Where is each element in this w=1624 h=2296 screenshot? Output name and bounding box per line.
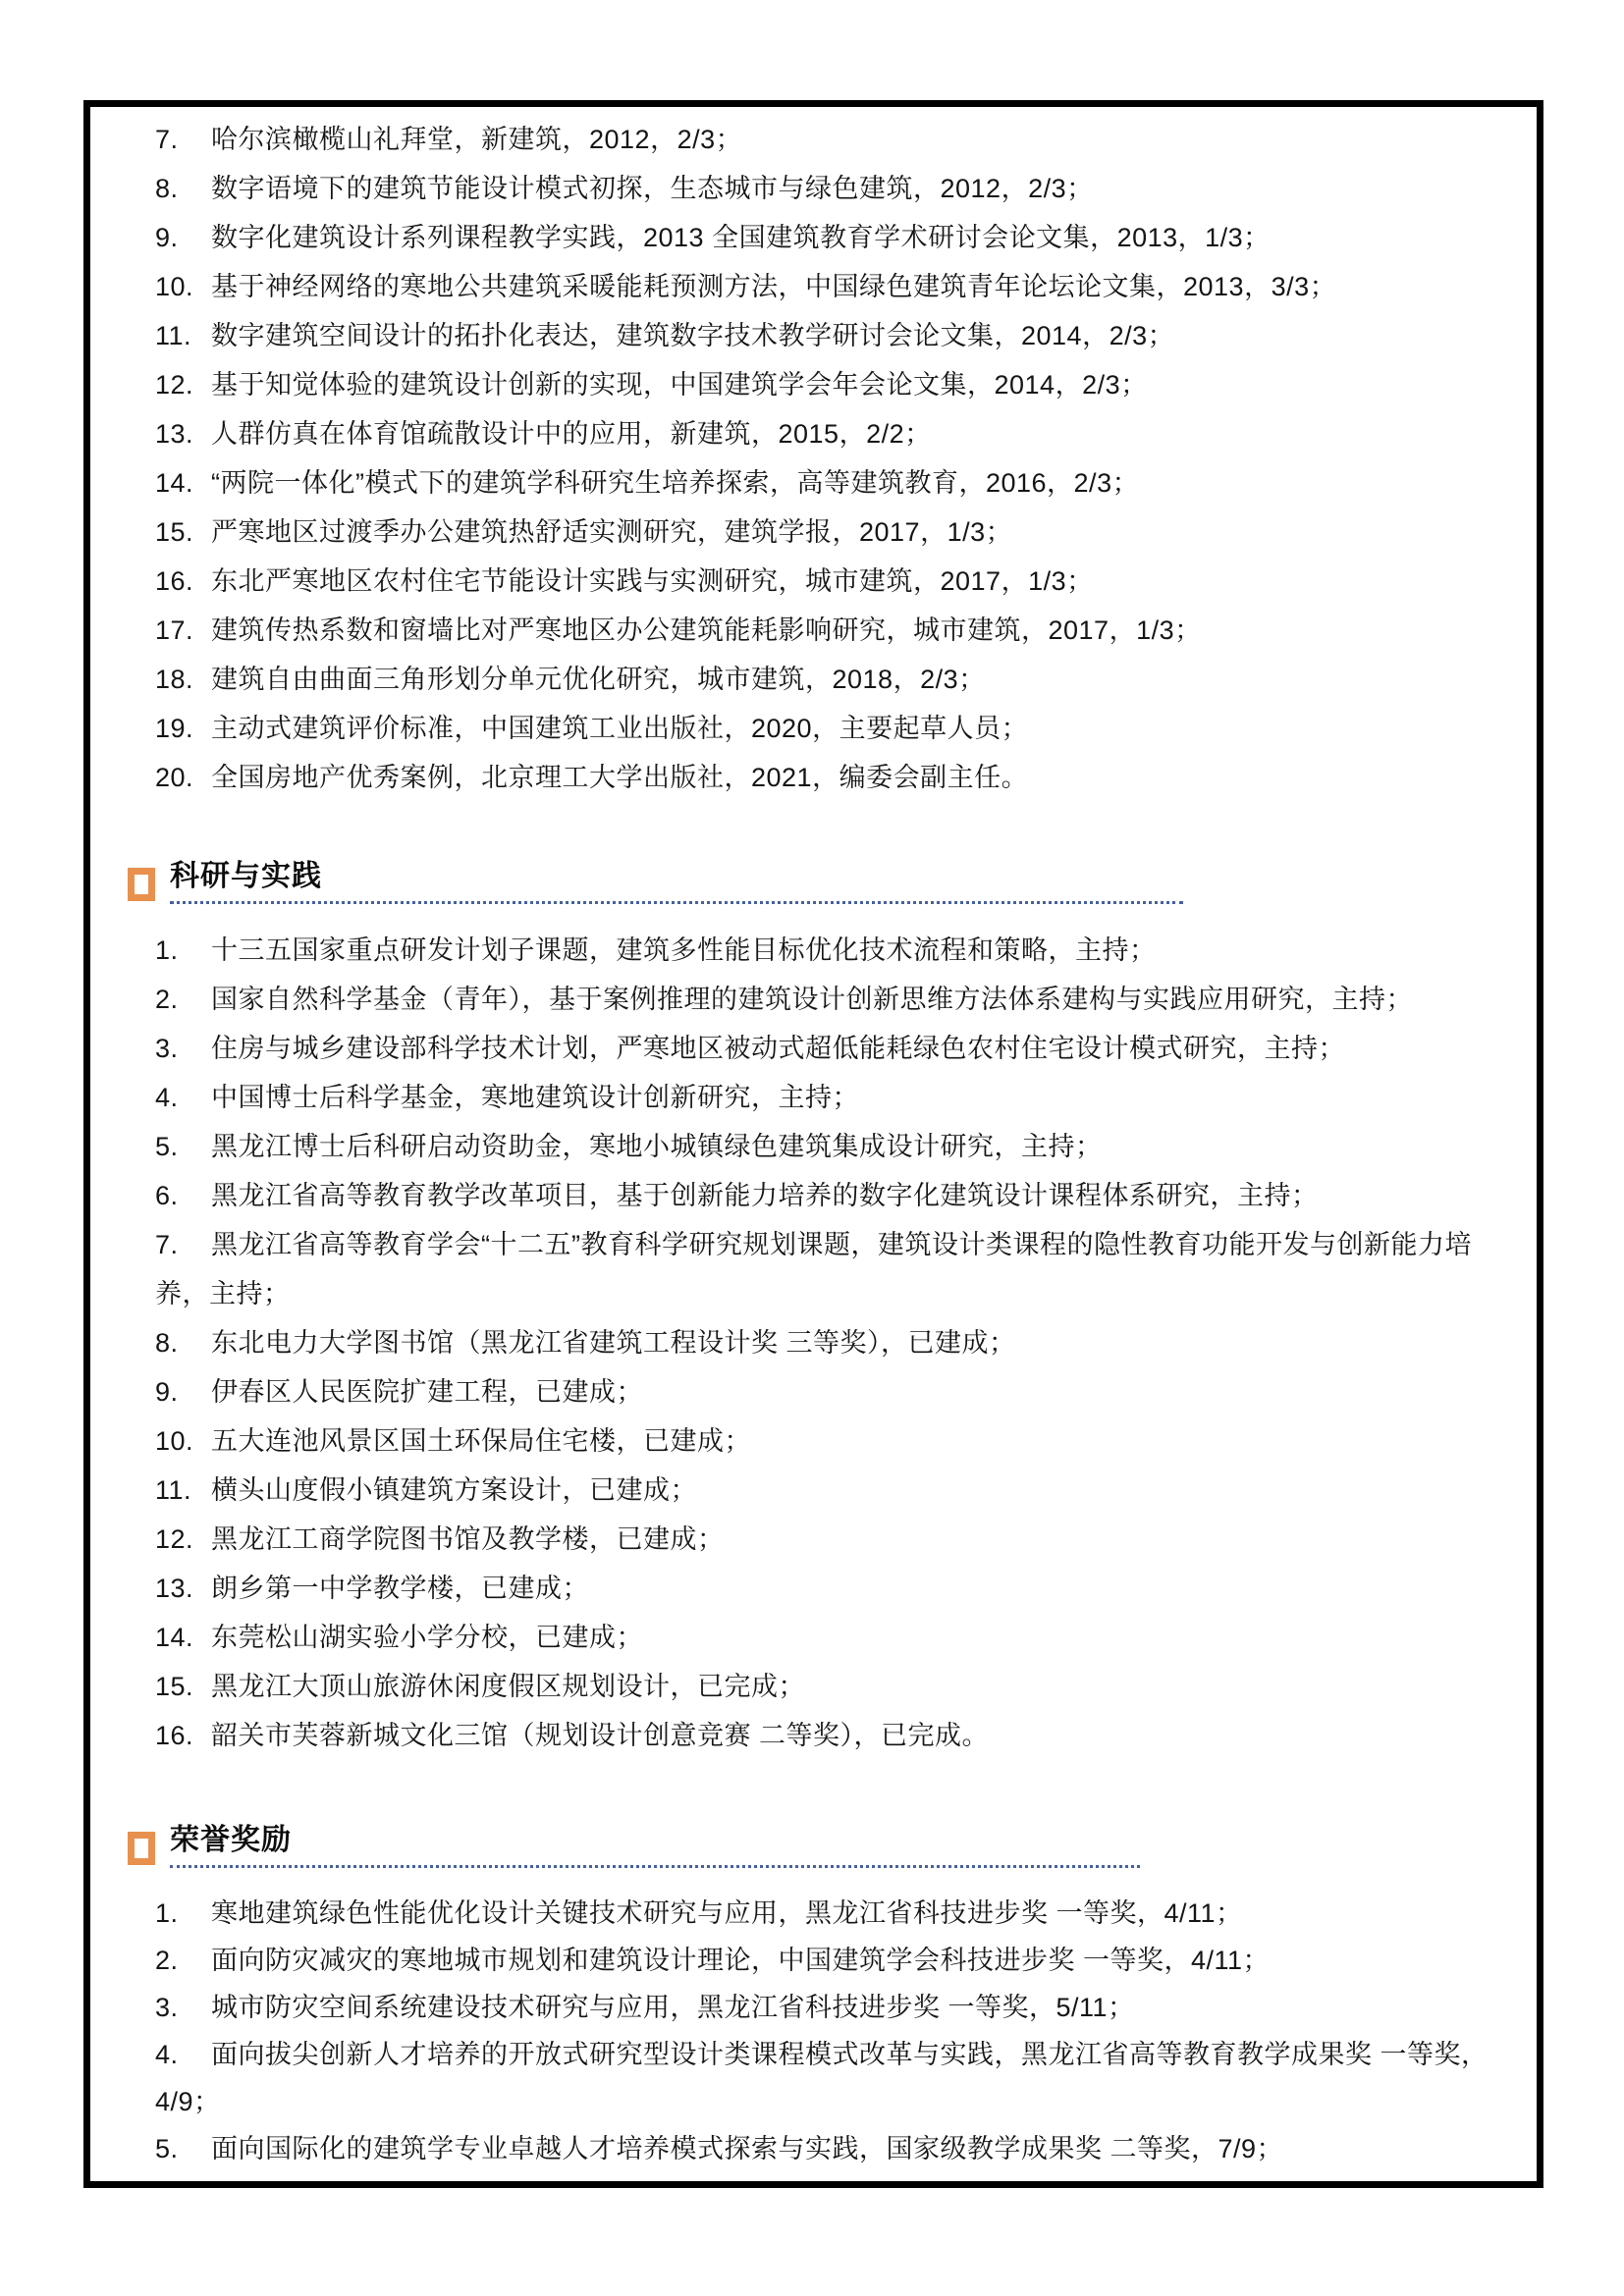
list-item-number: 14. bbox=[155, 468, 194, 498]
list-item-number: 12. bbox=[155, 370, 194, 400]
orange-square-bullet-icon bbox=[128, 1832, 155, 1865]
list-item bbox=[155, 1416, 1515, 1466]
list-item bbox=[155, 1318, 1515, 1367]
list-item bbox=[155, 975, 1515, 1024]
list-item-number: 1. bbox=[155, 1898, 179, 1928]
list-item bbox=[155, 115, 1515, 164]
list-item bbox=[155, 1890, 1515, 1937]
list-item-text: 东莞松山湖实验小学分校，已建成； bbox=[211, 1623, 643, 1652]
list-item bbox=[155, 1613, 1515, 1662]
list-item-number: 4. bbox=[155, 2040, 179, 2069]
list-item-number: 9. bbox=[155, 1377, 179, 1407]
list-item bbox=[155, 1073, 1515, 1122]
list-item bbox=[155, 1367, 1515, 1416]
list-item bbox=[155, 1662, 1515, 1711]
list-item-number: 10. bbox=[155, 272, 194, 301]
orange-square-bullet-icon bbox=[128, 868, 155, 901]
list-item-number: 17. bbox=[155, 615, 194, 645]
list-item bbox=[155, 1024, 1515, 1073]
list-item bbox=[155, 1171, 1515, 1220]
research-practice-list bbox=[155, 926, 1515, 1760]
section-title: 荣誉奖励 bbox=[170, 1824, 292, 1856]
section-header-research bbox=[128, 851, 1515, 904]
list-item-text: 城市防灾空间系统建设技术研究与应用，黑龙江省科技进步奖 一等奖，5/11； bbox=[211, 1993, 1135, 2022]
section-header-honors bbox=[128, 1815, 1515, 1868]
list-item-number: 2. bbox=[155, 985, 179, 1014]
list-item-text: 黑龙江工商学院图书馆及教学楼，已建成； bbox=[211, 1524, 725, 1554]
list-item bbox=[155, 360, 1515, 409]
list-item-number: 11. bbox=[155, 1475, 192, 1505]
publications-list bbox=[155, 115, 1515, 802]
list-item-text: 横头山度假小镇建筑方案设计，已建成； bbox=[211, 1475, 697, 1505]
list-item-text: 数字化建筑设计系列课程教学实践，2013 全国建筑教育学术研讨会论文集，2013，1/3； bbox=[211, 223, 1271, 252]
section-title-underline bbox=[170, 1815, 1140, 1868]
list-item-number: 20. bbox=[155, 763, 194, 792]
list-item bbox=[155, 1711, 1515, 1760]
list-item bbox=[155, 2031, 1515, 2125]
list-item-text: 东北电力大学图书馆（黑龙江省建筑工程设计奖 三等奖），已建成； bbox=[211, 1328, 1016, 1358]
list-item-text: 数字语境下的建筑节能设计模式初探，生态城市与绿色建筑，2012，2/3； bbox=[211, 174, 1094, 203]
list-item bbox=[155, 164, 1515, 213]
list-item bbox=[155, 311, 1515, 360]
list-item bbox=[155, 1564, 1515, 1613]
list-item-number: 13. bbox=[155, 419, 194, 449]
list-item-text: 中国博士后科学基金，寒地建筑设计创新研究，主持； bbox=[211, 1083, 859, 1112]
list-item-number: 7. bbox=[155, 1230, 179, 1259]
list-item bbox=[155, 1220, 1515, 1318]
list-item-text: 黑龙江省高等教育学会“十二五”教育科学研究规划课题，建筑设计类课程的隐性教育功能开发与创新能力培养，主持； bbox=[155, 1230, 1472, 1308]
list-item-text: 住房与城乡建设部科学技术计划，严寒地区被动式超低能耗绿色农村住宅设计模式研究，主持； bbox=[211, 1034, 1345, 1063]
list-item-text: 严寒地区过渡季办公建筑热舒适实测研究，建筑学报，2017，1/3； bbox=[211, 517, 1013, 547]
list-item-text: 黑龙江大顶山旅游休闲度假区规划设计，已完成； bbox=[211, 1672, 805, 1701]
list-item-text: “两院一体化”模式下的建筑学科研究生培养探索，高等建筑教育，2016，2/3； bbox=[211, 468, 1140, 498]
list-item-text: 全国房地产优秀案例，北京理工大学出版社，2021，编委会副主任。 bbox=[211, 763, 1029, 792]
list-item-number: 5. bbox=[155, 2134, 179, 2163]
list-item-number: 8. bbox=[155, 1328, 179, 1358]
list-item bbox=[155, 557, 1515, 606]
list-item-number: 7. bbox=[155, 125, 179, 154]
list-item-number: 1. bbox=[155, 935, 179, 965]
list-item-text: 建筑自由曲面三角形划分单元优化研究，城市建筑，2018，2/3； bbox=[211, 665, 986, 694]
list-item-text: 主动式建筑评价标准，中国建筑工业出版社，2020，主要起草人员； bbox=[211, 714, 1029, 743]
list-item-number: 2. bbox=[155, 1946, 179, 1975]
list-item bbox=[155, 704, 1515, 753]
list-item-number: 16. bbox=[155, 1721, 194, 1750]
list-item bbox=[155, 1984, 1515, 2031]
list-item-number: 9. bbox=[155, 223, 179, 252]
list-item-number: 14. bbox=[155, 1623, 194, 1652]
page-content bbox=[90, 107, 1537, 2181]
list-item bbox=[155, 2125, 1515, 2172]
list-item-text: 黑龙江博士后科研启动资助金，寒地小城镇绿色建筑集成设计研究，主持； bbox=[211, 1132, 1103, 1161]
list-item-text: 基于神经网络的寒地公共建筑采暖能耗预测方法，中国绿色建筑青年论坛论文集，2013，3/3； bbox=[211, 272, 1337, 301]
list-item bbox=[155, 507, 1515, 557]
honors-awards-list bbox=[155, 1890, 1515, 2172]
list-item-number: 15. bbox=[155, 1672, 194, 1701]
list-item-text: 东北严寒地区农村住宅节能设计实践与实测研究，城市建筑，2017，1/3； bbox=[211, 566, 1094, 596]
list-item bbox=[155, 1515, 1515, 1564]
list-item-number: 10. bbox=[155, 1426, 194, 1456]
list-item-text: 面向防灾减灾的寒地城市规划和建筑设计理论，中国建筑学会科技进步奖 一等奖，4/11； bbox=[211, 1946, 1271, 1975]
list-item-number: 8. bbox=[155, 174, 179, 203]
list-item-number: 15. bbox=[155, 517, 194, 547]
list-item-number: 5. bbox=[155, 1132, 179, 1161]
list-item-text: 建筑传热系数和窗墙比对严寒地区办公建筑能耗影响研究，城市建筑，2017，1/3； bbox=[211, 615, 1202, 645]
section-title: 科研与实践 bbox=[170, 860, 322, 892]
list-item-text: 国家自然科学基金（青年），基于案例推理的建筑设计创新思维方法体系建构与实践应用研究，主持； bbox=[211, 985, 1413, 1014]
list-item bbox=[155, 606, 1515, 655]
list-item-number: 13. bbox=[155, 1574, 194, 1603]
list-item-text: 韶关市芙蓉新城文化三馆（规划设计创意竞赛 二等奖），已完成。 bbox=[211, 1721, 990, 1750]
list-item-number: 3. bbox=[155, 1034, 179, 1063]
list-item-number: 18. bbox=[155, 665, 194, 694]
list-item-number: 4. bbox=[155, 1083, 179, 1112]
list-item-text: 五大连池风景区国土环保局住宅楼，已建成； bbox=[211, 1426, 751, 1456]
section-title-underline bbox=[170, 851, 1183, 904]
list-item-number: 11. bbox=[155, 321, 192, 350]
list-item-text: 基于知觉体验的建筑设计创新的实现，中国建筑学会年会论文集，2014，2/3； bbox=[211, 370, 1148, 400]
list-item-text: 数字建筑空间设计的拓扑化表达，建筑数字技术教学研讨会论文集，2014，2/3； bbox=[211, 321, 1175, 350]
list-item-text: 面向国际化的建筑学专业卓越人才培养模式探索与实践，国家级教学成果奖 二等奖，7/9； bbox=[211, 2134, 1284, 2163]
list-item-text: 面向拔尖创新人才培养的开放式研究型设计类课程模式改革与实践，黑龙江省高等教育教学成果奖 一等奖，4/9； bbox=[155, 2040, 1489, 2116]
list-item bbox=[155, 262, 1515, 311]
list-item bbox=[155, 1937, 1515, 1984]
page-border bbox=[83, 100, 1543, 2188]
list-item bbox=[155, 458, 1515, 507]
list-item bbox=[155, 213, 1515, 262]
list-item bbox=[155, 1466, 1515, 1515]
list-item bbox=[155, 753, 1515, 802]
list-item-number: 16. bbox=[155, 566, 194, 596]
list-item-text: 黑龙江省高等教育教学改革项目，基于创新能力培养的数字化建筑设计课程体系研究，主持； bbox=[211, 1181, 1319, 1210]
list-item-text: 朗乡第一中学教学楼，已建成； bbox=[211, 1574, 589, 1603]
list-item-text: 十三五国家重点研发计划子课题，建筑多性能目标优化技术流程和策略，主持； bbox=[211, 935, 1157, 965]
list-item-number: 19. bbox=[155, 714, 194, 743]
list-item bbox=[155, 655, 1515, 704]
list-item-text: 伊春区人民医院扩建工程，已建成； bbox=[211, 1377, 643, 1407]
list-item-number: 12. bbox=[155, 1524, 194, 1554]
list-item-number: 3. bbox=[155, 1993, 179, 2022]
list-item-text: 哈尔滨橄榄山礼拜堂，新建筑，2012，2/3； bbox=[211, 125, 743, 154]
list-item-number: 6. bbox=[155, 1181, 179, 1210]
list-item bbox=[155, 409, 1515, 458]
list-item-text: 寒地建筑绿色性能优化设计关键技术研究与应用，黑龙江省科技进步奖 一等奖，4/11； bbox=[211, 1898, 1243, 1928]
list-item bbox=[155, 1122, 1515, 1171]
list-item-text: 人群仿真在体育馆疏散设计中的应用，新建筑，2015，2/2； bbox=[211, 419, 932, 449]
list-item bbox=[155, 926, 1515, 975]
